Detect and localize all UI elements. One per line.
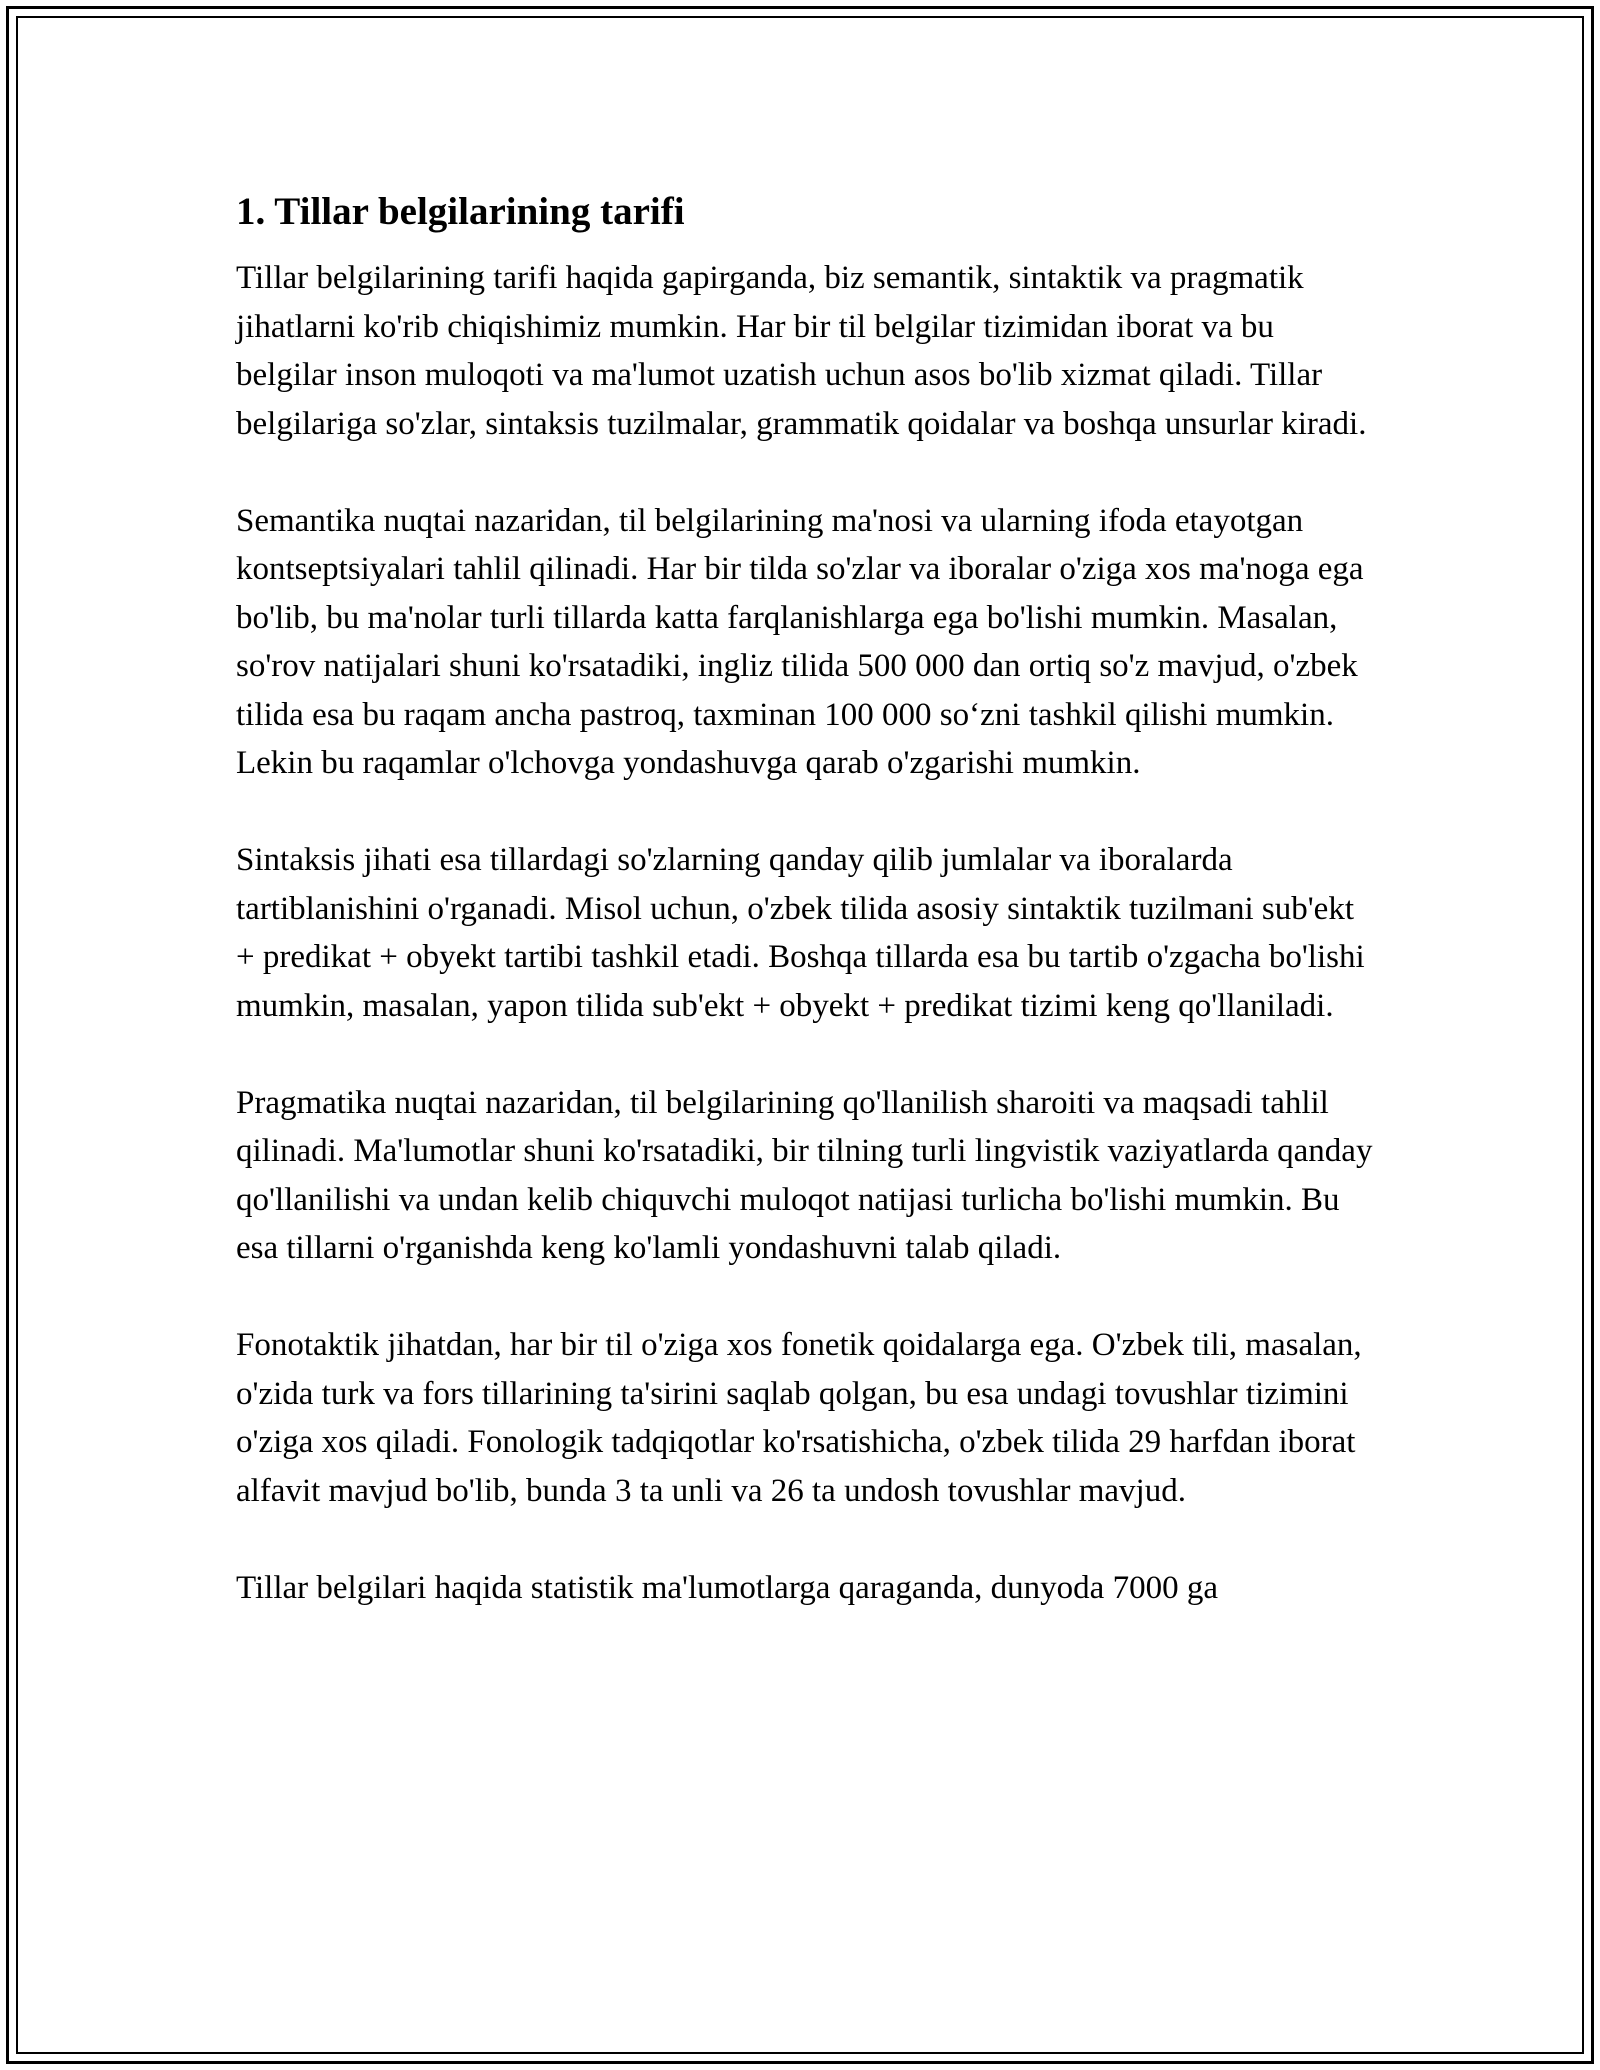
paragraph-statistics: Tillar belgilari haqida statistik ma'lumotlarga qaraganda, dunyoda 7000 ga (236, 1569, 1218, 1606)
paragraph-phonotactics: Fonotaktik jihatdan, har bir til o'ziga xos fonetik qoidalarga ega. O'zbek tili, masalan, o'zida turk va fors tillarining ta'sirini saqlab qolgan, bu esa undagi tovushlar tizimini o'ziga xos qiladi. Fonologik tadqiqotlar ko'rsatishicha, o'zbek tilida 29 harfdan iborat alfavit mavjud bo'lib, bunda 3 ta unli va 26 ta undosh tovushlar mavjud. (236, 1327, 1362, 1509)
section-heading: 1. Tillar belgilarining tarifi (236, 190, 685, 233)
paragraph-pragmatics: Pragmatika nuqtai nazaridan, til belgilarining qo'llanilish sharoiti va maqsadi tahlil qilinadi. Ma'lumotlar shuni ko'rsatadiki, bir tilning turli lingvistik vaziyatlarda qanday qo'llanilishi va undan kelib chiquvchi muloqot natijasi turlicha bo'lishi mumkin. Bu esa tillarni o'rganishda keng ko'lamli yondashuvni talab qiladi. (236, 1084, 1373, 1266)
paragraph-intro: Tillar belgilarining tarifi haqida gapirganda, biz semantik, sintaktik va pragmatik jihatlarni ko'rib chiqishimiz mumkin. Har bir til belgilar tizimidan iborat va bu belgilar inson muloqoti va ma'lumot uzatish uchun asos bo'lib xizmat qiladi. Tillar belgilariga so'zlar, sintaksis tuzilmalar, grammatik qoidalar va boshqa unsurlar kiradi. (236, 260, 1367, 442)
document-body (236, 186, 1376, 1661)
paragraph-semantics: Semantika nuqtai nazaridan, til belgilarining ma'nosi va ularning ifoda etayotgan kontseptsiyalari tahlil qilinadi. Har bir tilda so'zlar va iboralar o'ziga xos ma'noga ega bo'lib, bu ma'nolar turli tillarda katta farqlanishlarga ega bo'lishi mumkin. Masalan, so'rov natijalari shuni ko'rsatadiki, ingliz tilida 500 000 dan ortiq so'z mavjud, o'zbek tilida esa bu raqam ancha pastroq, taxminan 100 000 so‘zni tashkil qilishi mumkin. Lekin bu raqamlar o'lchovga yondashuvga qarab o'zgarishi mumkin. (236, 502, 1364, 781)
paragraph-syntax: Sintaksis jihati esa tillardagi so'zlarning qanday qilib jumlalar va iboralarda tartiblanishini o'rganadi. Misol uchun, o'zbek tilida asosiy sintaktik tuzilmani sub'ekt + predikat + obyekt tartibi tashkil etadi. Boshqa tillarda esa bu tartib o'zgacha bo'lishi mumkin, masalan, yapon tilida sub'ekt + obyekt + predikat tizimi keng qo'llaniladi. (236, 842, 1365, 1024)
